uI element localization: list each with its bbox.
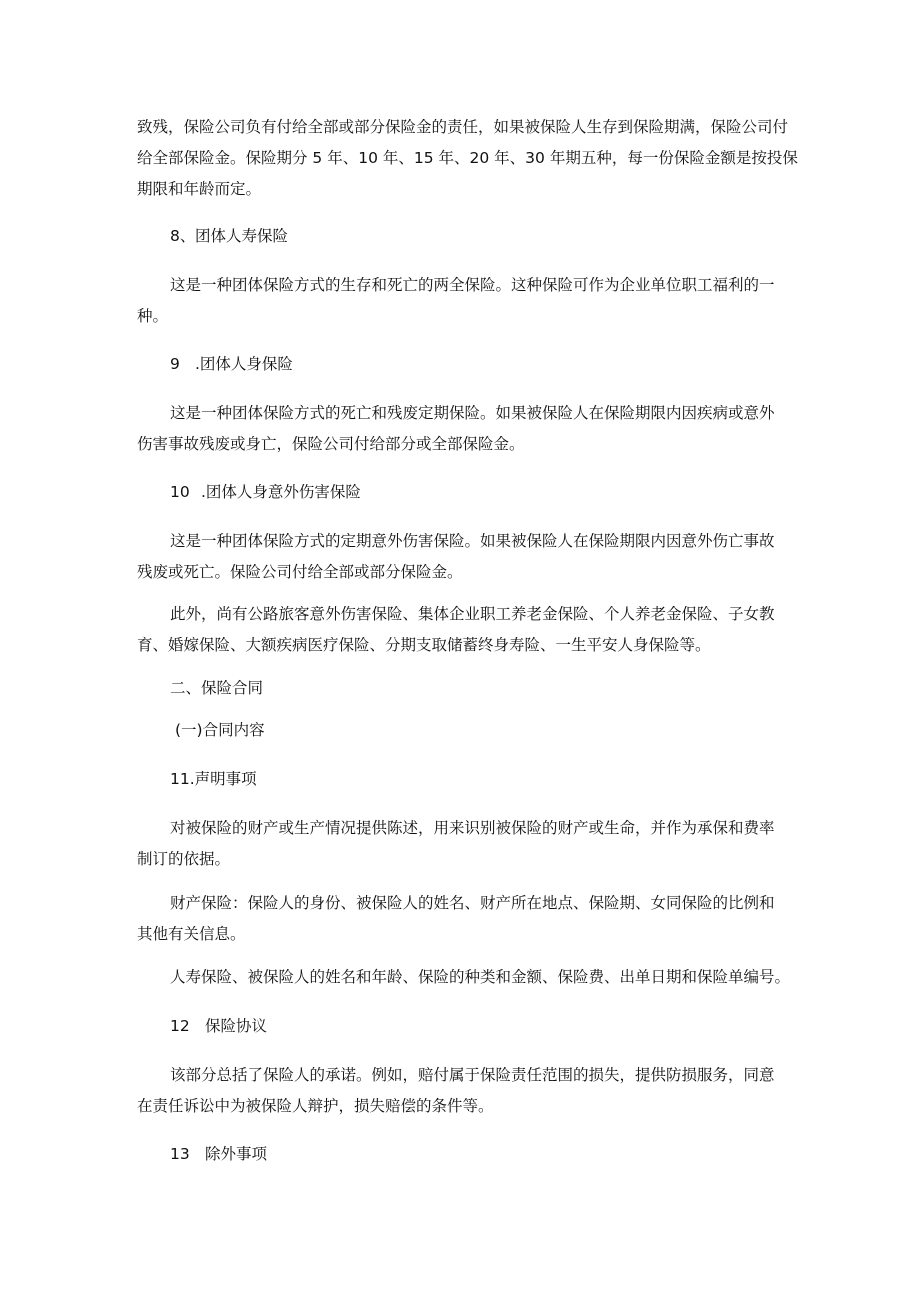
heading-title: 团体人寿保险: [195, 227, 289, 245]
heading-number: 9: [170, 355, 180, 373]
text-line: 伤害事故残废或身亡，保险公司付给部分或全部保险金。: [137, 435, 525, 453]
text-line: 该部分总括了保险人的承诺。例如，赔付属于保险责任范围的损失，提供防损服务，同意: [170, 1066, 775, 1084]
text-line: 致残，保险公司负有付给全部或部分保险金的责任，如果被保险人生存到保险期满，保险公司付: [137, 118, 789, 136]
paragraph-life-insurance: 人寿保险、被保险人的姓名和年龄、保险的种类和金额、保险费、出单日期和保险单编号。: [170, 968, 791, 986]
text-line: 给全部保险金。保险期分 5 年、10 年、15 年、20 年、30 年期五种，每一份保险金额是按投保: [137, 149, 798, 167]
heading-title: .团体人身意外伤害保险: [201, 483, 361, 501]
text-line: 财产保险：保险人的身份、被保险人的姓名、财产所在地点、保险期、女同保险的比例和: [170, 894, 775, 912]
subsection-heading: (一)合同内容: [175, 721, 265, 739]
text-line: 在责任诉讼中为被保险人辩护，损失赔偿的条件等。: [137, 1097, 494, 1115]
heading-number: 13: [170, 1145, 190, 1163]
heading-title: 除外事项: [205, 1145, 268, 1163]
heading-number: 8、: [170, 227, 196, 245]
text-line: 此外，尚有公路旅客意外伤害保险、集体企业职工养老金保险、个人养老金保险、子女教: [170, 605, 775, 623]
text-line: 制订的依据。: [137, 850, 231, 868]
heading-number: 10: [170, 483, 190, 501]
heading-number: 12: [170, 1017, 190, 1035]
text-line: 这是一种团体保险方式的定期意外伤害保险。如果被保险人在保险期限内因意外伤亡事故: [170, 532, 775, 550]
text-line: 对被保险的财产或生产情况提供陈述，用来识别被保险的财产或生命，并作为承保和费率: [170, 819, 775, 837]
heading-11: 11.声明事项: [170, 770, 257, 788]
text-line: 种。: [137, 307, 169, 325]
text-line: 这是一种团体保险方式的生存和死亡的两全保险。这种保险可作为企业单位职工福利的一: [170, 276, 775, 294]
text-line: 残废或死亡。保险公司付给全部或部分保险金。: [137, 563, 463, 581]
text-line: 其他有关信息。: [137, 925, 246, 943]
text-line: 育、婚嫁保险、大额疾病医疗保险、分期支取储蓄终身寿险、一生平安人身保险等。: [137, 636, 711, 654]
section-heading: 二、保险合同: [170, 679, 264, 697]
heading-title: .团体人身保险: [195, 355, 293, 373]
heading-title: 保险协议: [205, 1017, 268, 1035]
text-line: 这是一种团体保险方式的死亡和残废定期保险。如果被保险人在保险期限内因疾病或意外: [170, 404, 775, 422]
text-line: 期限和年龄而定。: [137, 180, 262, 198]
